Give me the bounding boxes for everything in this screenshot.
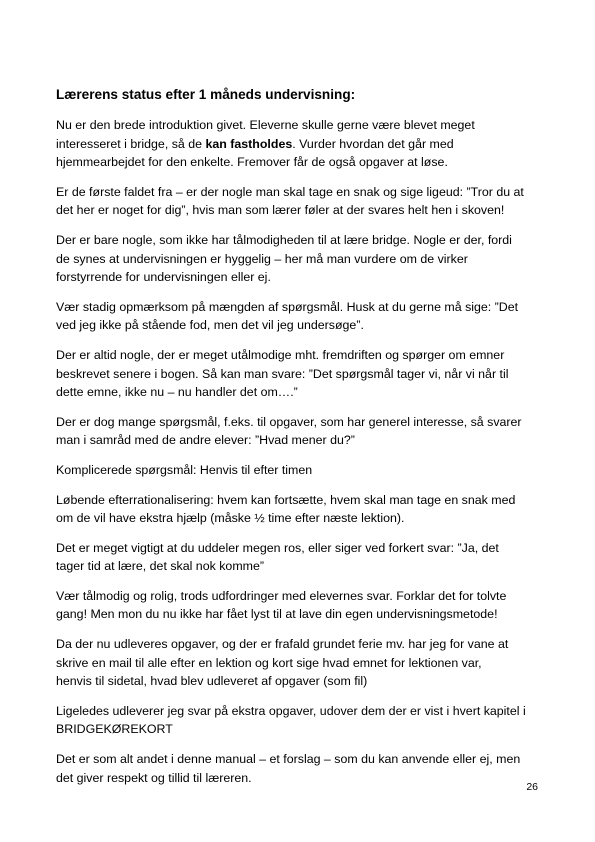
paragraph (56, 298, 546, 335)
paragraph (56, 702, 546, 739)
text-line (56, 153, 546, 172)
text-segment: ved jeg ikke på stående fod, men det vil jeg undersøge”. (56, 318, 364, 333)
text-line (56, 654, 546, 673)
paragraph (56, 346, 546, 402)
text-segment: Vær stadig opmærksom på mængden af spørgsmål. Husk at du gerne må sige: ”Det (56, 299, 519, 314)
emphasized-text: kan fastholdes (205, 136, 293, 151)
text-segment: hjemmearbejdet for den enkelte. Fremover får de også opgaver at løse. (56, 155, 448, 170)
text-line (56, 605, 546, 624)
text-line (56, 539, 546, 558)
text-line (56, 250, 546, 269)
text-segment: Nu er den brede introduktion givet. Eleverne skulle gerne være blevet meget (56, 118, 475, 132)
text-segment: gang! Men mon du nu ikke har fået lyst til at lave din egen undervisningsmetode! (56, 607, 498, 622)
text-segment: det her er noget for dig”, hvis man som lærer føler at der svares helt hen i skoven! (56, 203, 505, 218)
text-segment: Der er altid nogle, der er meget utålmodige mht. fremdriften og spørger om emner (56, 347, 505, 362)
text-line (56, 720, 546, 739)
text-segment: BRIDGEKØREKORT (56, 722, 173, 737)
text-line (56, 383, 546, 402)
text-line (56, 346, 546, 365)
text-segment: de synes at undervisningen er hyggelig – her må man vurdere om de virker (56, 251, 468, 266)
text-line (56, 769, 546, 788)
text-segment: Der er dog mange spørgsmål, f.eks. til opgaver, som har generel interesse, så svarer (56, 414, 522, 429)
text-segment: Ligeledes udleverer jeg svar på ekstra opgaver, udover dem der er vist i hvert kapitel i (56, 703, 526, 718)
text-segment: Da der nu udleveres opgaver, og der er frafald grundet ferie mv. har jeg for vane at (56, 637, 509, 652)
text-line (56, 201, 546, 220)
paragraph (56, 183, 546, 220)
text-segment: dette emne, ikke nu – nu handler det om….” (56, 385, 298, 400)
text-line (56, 116, 546, 135)
paragraph (56, 539, 546, 576)
text-line (56, 365, 546, 384)
text-line (56, 298, 546, 317)
paragraph (56, 635, 546, 691)
paragraph (56, 116, 546, 172)
text-line (56, 635, 546, 654)
text-segment: henvis til sidetal, hvad blev udleveret af opgaver (som fil) (56, 674, 368, 689)
text-segment: man i samråd med de andre elever: ”Hvad mener du?” (56, 433, 355, 448)
text-line (56, 491, 546, 510)
text-segment: Vær tålmodig og rolig, trods udfordringer med elevernes svar. Forklar det for tolvte (56, 588, 507, 603)
text-segment: tager tid at lære, det skal nok komme” (56, 559, 264, 574)
text-line (56, 231, 546, 250)
paragraph (56, 587, 546, 624)
text-line (56, 316, 546, 335)
text-line (56, 135, 546, 154)
text-segment: det giver respekt og tillid til læreren. (56, 770, 252, 785)
page-number: 26 (526, 781, 538, 793)
text-line (56, 183, 546, 202)
text-segment: Er de første faldet fra – er der nogle man skal tage en snak og sige ligeud: ”Tror du at (56, 184, 524, 199)
body-text (56, 116, 546, 798)
text-segment: interesseret i bridge, så de (56, 136, 206, 151)
text-line (56, 702, 546, 721)
text-segment: Det er meget vigtigt at du uddeler megen ros, eller siger ved forkert svar: ”Ja, det (56, 540, 499, 555)
text-segment: Der er bare nogle, som ikke har tålmodigheden til at lære bridge. Nogle er der, fordi (56, 232, 512, 247)
paragraph (56, 231, 546, 287)
paragraph (56, 750, 546, 787)
text-segment: Komplicerede spørgsmål: Henvis til efter timen (56, 462, 313, 477)
text-segment: om de vil have ekstra hjælp (måske ½ time efter næste lektion). (56, 511, 405, 526)
text-segment: skrive en mail til alle efter en lektion og kort sige hvad emnet for lektionen var, (56, 655, 482, 670)
text-line (56, 413, 546, 432)
text-segment: Det er som alt andet i denne manual – et forslag – som du kan anvende eller ej, men (56, 752, 521, 767)
text-line (56, 557, 546, 576)
text-segment: Løbende efterrationalisering: hvem kan fortsætte, hvem skal man tage en snak med (56, 492, 516, 507)
text-line (56, 461, 546, 480)
paragraph (56, 413, 546, 450)
text-segment: beskrevet senere i bogen. Så kan man svare: ”Det spørgsmål tager vi, når vi når til (56, 366, 509, 381)
section-heading: Lærerens status efter 1 måneds undervisning: (56, 87, 356, 102)
paragraph (56, 461, 546, 480)
text-line (56, 750, 546, 769)
text-line (56, 672, 546, 691)
text-line (56, 587, 546, 606)
text-segment: forstyrrende for undervisningen eller ej. (56, 270, 271, 285)
text-line (56, 509, 546, 528)
text-line (56, 431, 546, 450)
paragraph (56, 491, 546, 528)
text-segment: . Vurder hvordan det går med (292, 136, 454, 151)
text-line (56, 268, 546, 287)
